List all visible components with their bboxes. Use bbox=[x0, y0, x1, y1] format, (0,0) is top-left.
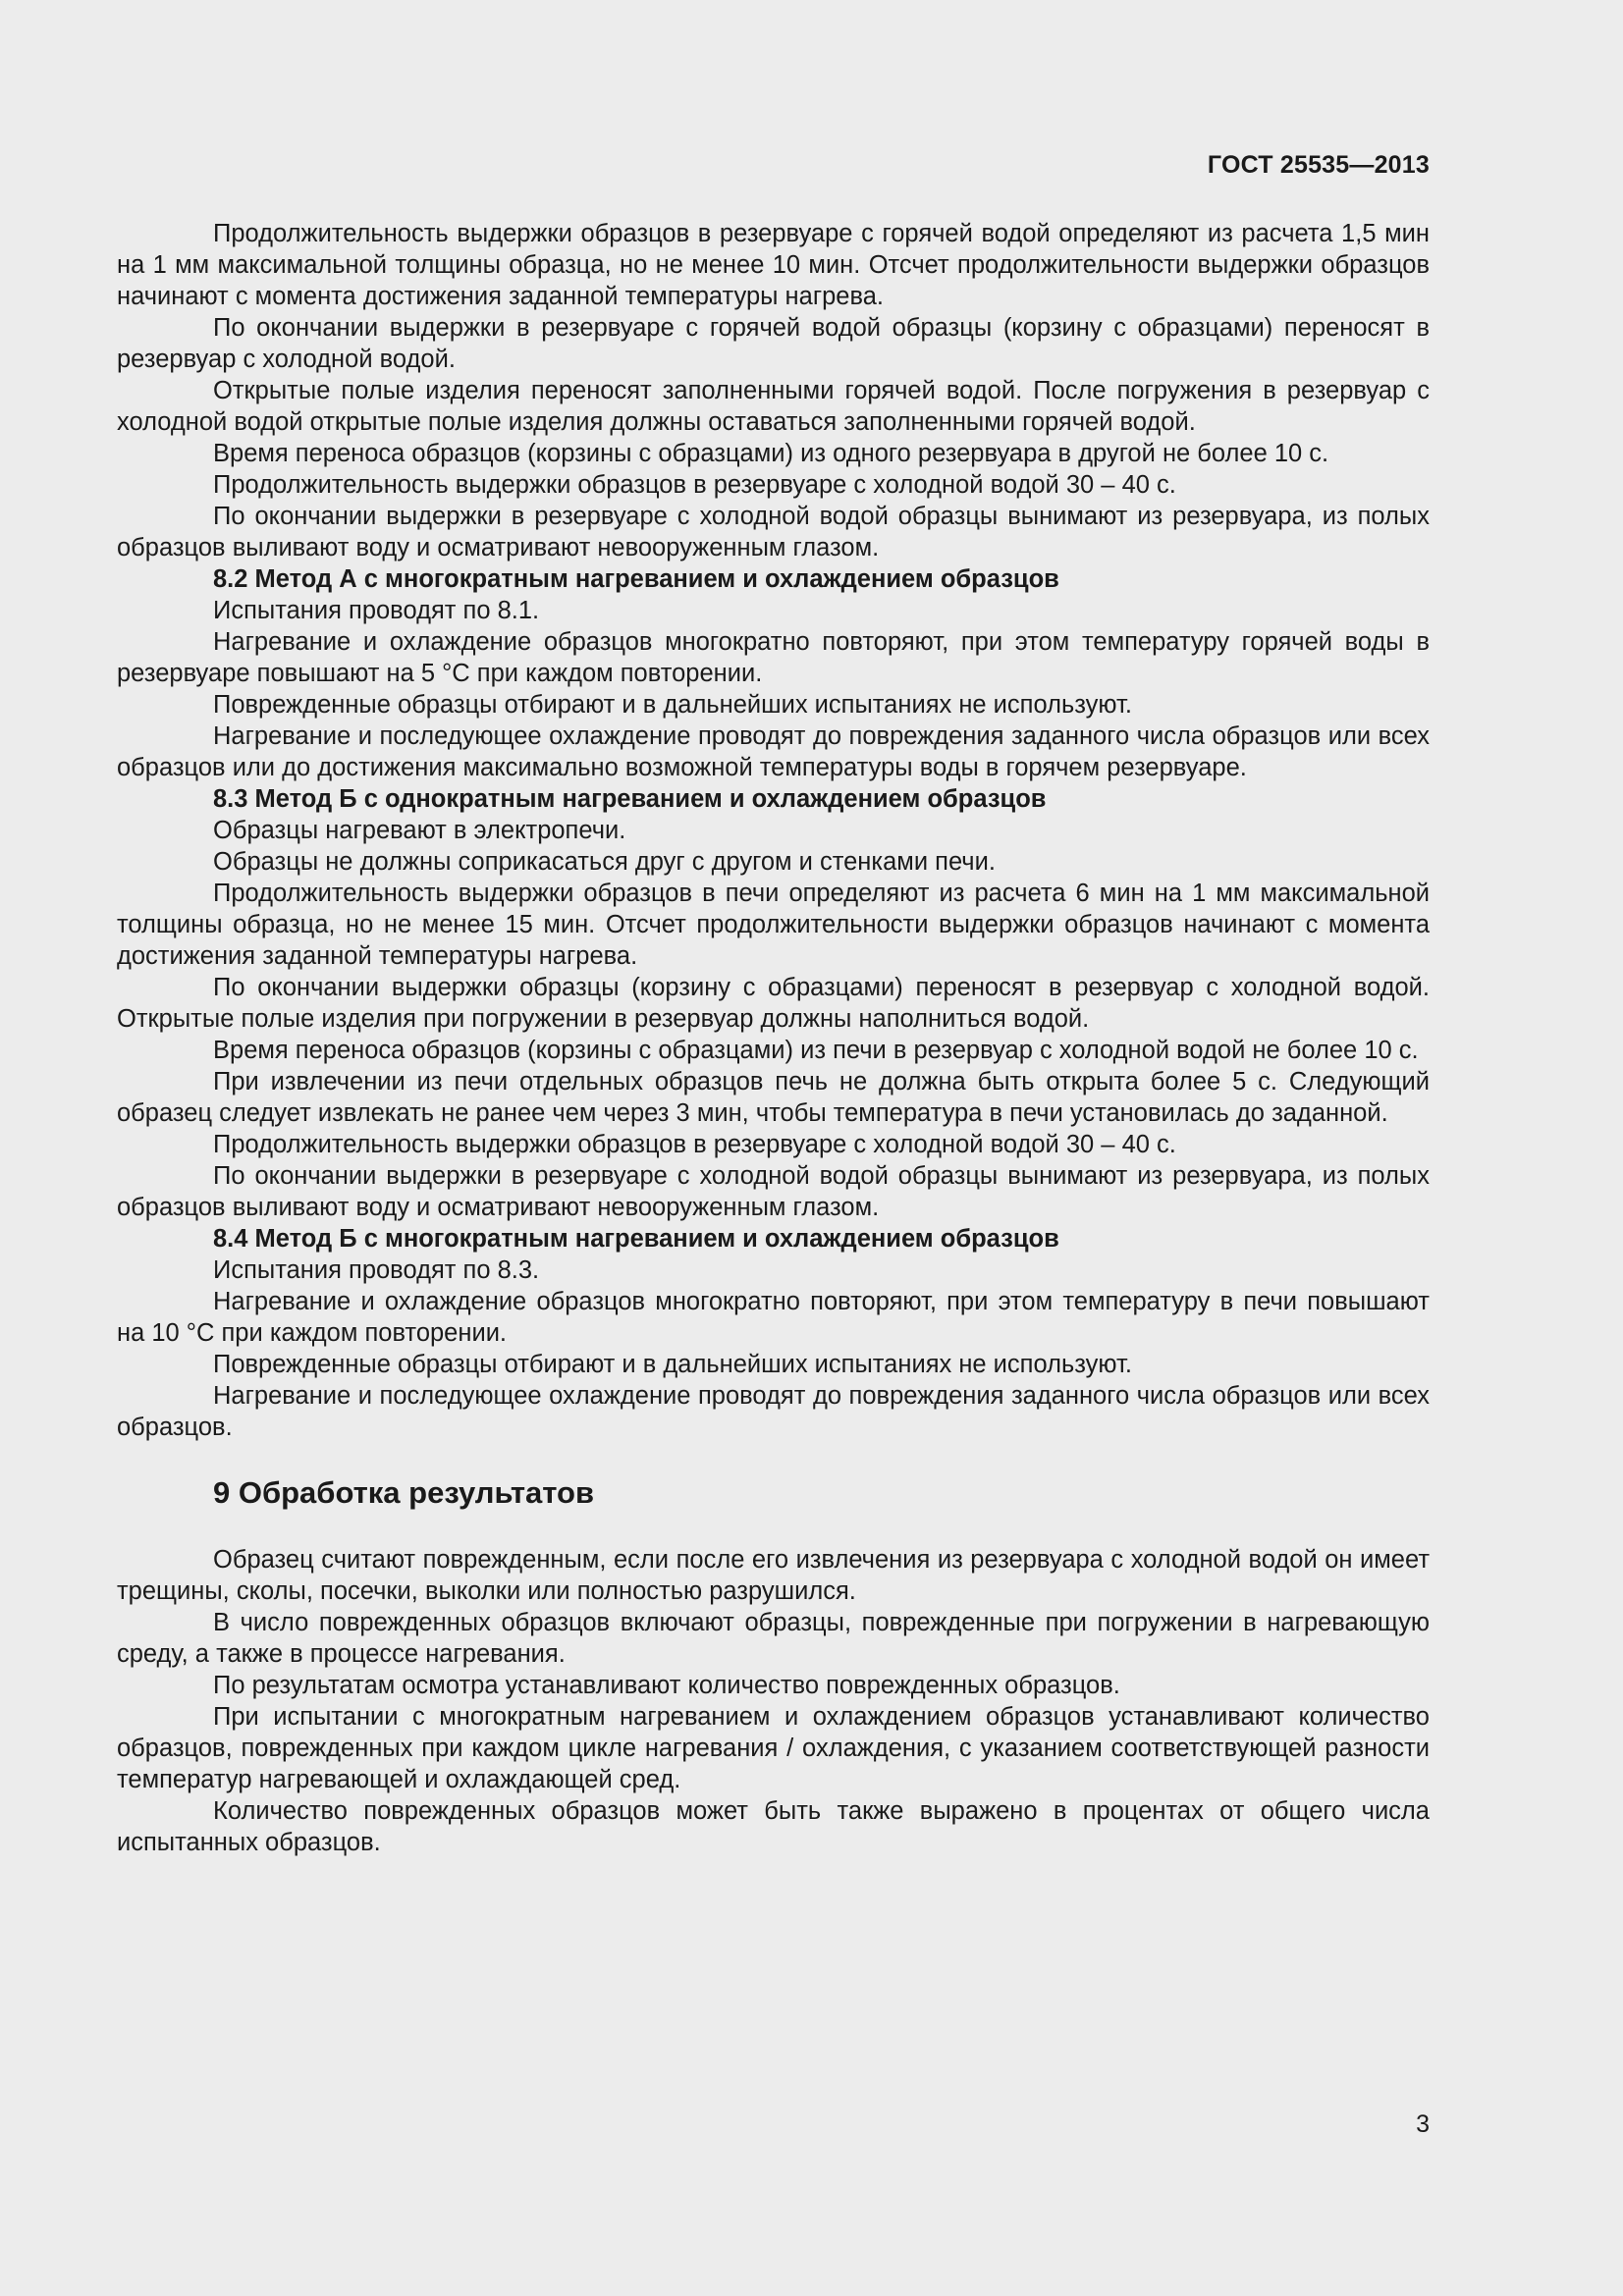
paragraph: При испытании с многократным нагреванием и охлаждением образцов устанавливают количество образцов, поврежденных при каждом цикле нагревания / охлаждения, с указанием соответствующей разности температур нагревающей и охлаждающей сред. bbox=[117, 1703, 1430, 1793]
paragraph: По окончании выдержки образцы (корзину с образцами) переносят в резервуар с холодной водой. Открытые полые изделия при погружении в резервуар должны наполниться водой. bbox=[117, 974, 1430, 1033]
paragraph: В число поврежденных образцов включают образцы, поврежденные при погружении в нагревающую среду, а также в процессе нагревания. bbox=[117, 1609, 1430, 1668]
section-heading-9: 9 Обработка результатов bbox=[213, 1475, 595, 1510]
paragraph: По окончании выдержки в резервуаре с горячей водой образцы (корзину с образцами) переносят в резервуар с холодной водой. bbox=[117, 314, 1430, 373]
document-body bbox=[117, 218, 1430, 1858]
paragraph: По результатам осмотра устанавливают количество поврежденных образцов. bbox=[213, 1672, 1120, 1699]
paragraph: Образцы нагревают в электропечи. bbox=[213, 817, 626, 844]
paragraph: Открытые полые изделия переносят заполненными горячей водой. После погружения в резервуар с холодной водой открытые полые изделия должны оставаться заполненными горячей водой. bbox=[117, 377, 1430, 436]
paragraph: Время переноса образцов (корзины с образцами) из одного резервуара в другой не более 10 с. bbox=[213, 440, 1329, 467]
paragraph: Нагревание и охлаждение образцов многократно повторяют, при этом температуру в печи повышают на 10 °С при каждом повторении. bbox=[117, 1288, 1430, 1347]
paragraph: Количество поврежденных образцов может быть также выражено в процентах от общего числа испытанных образцов. bbox=[117, 1797, 1430, 1856]
section-heading-8-4: 8.4 Метод Б с многократным нагреванием и охлаждением образцов bbox=[213, 1225, 1059, 1253]
page-number: 3 bbox=[1416, 2110, 1430, 2138]
paragraph: Продолжительность выдержки образцов в резервуаре с горячей водой определяют из расчета 1,5 мин на 1 мм максимальной толщины образца, но не менее 10 мин. Отсчет продолжительности выдержки образцов начинают с момента достижения заданной температуры нагрева. bbox=[117, 220, 1430, 310]
paragraph: Продолжительность выдержки образцов в резервуаре с холодной водой 30 – 40 с. bbox=[213, 471, 1176, 499]
paragraph: Нагревание и последующее охлаждение проводят до повреждения заданного числа образцов или всех образцов. bbox=[117, 1382, 1430, 1441]
paragraph: При извлечении из печи отдельных образцов печь не должна быть открыта более 5 с. Следующий образец следует извлекать не ранее чем через 3 мин, чтобы температура в печи установилась до заданной. bbox=[117, 1068, 1430, 1127]
paragraph: Продолжительность выдержки образцов в печи определяют из расчета 6 мин на 1 мм максимальной толщины образца, но не менее 15 мин. Отсчет продолжительности выдержки образцов начинают с момента достижения заданной температуры нагрева. bbox=[117, 880, 1430, 970]
document-header-standard: ГОСТ 25535—2013 bbox=[1207, 151, 1430, 179]
paragraph: Поврежденные образцы отбирают и в дальнейших испытаниях не используют. bbox=[213, 691, 1132, 719]
paragraph: По окончании выдержки в резервуаре с холодной водой образцы вынимают из резервуара, из полых образцов выливают воду и осматривают невооруженным глазом. bbox=[117, 1162, 1430, 1221]
paragraph: Испытания проводят по 8.1. bbox=[213, 597, 540, 624]
section-heading-8-3: 8.3 Метод Б с однократным нагреванием и охлаждением образцов bbox=[213, 785, 1047, 813]
section-heading-8-2: 8.2 Метод А с многократным нагреванием и охлаждением образцов bbox=[213, 565, 1059, 593]
paragraph: Продолжительность выдержки образцов в резервуаре с холодной водой 30 – 40 с. bbox=[213, 1131, 1176, 1158]
paragraph: Нагревание и последующее охлаждение проводят до повреждения заданного числа образцов или всех образцов или до достижения максимально возможной температуры воды в горячем резервуаре. bbox=[117, 722, 1430, 781]
paragraph: Поврежденные образцы отбирают и в дальнейших испытаниях не используют. bbox=[213, 1351, 1132, 1378]
paragraph: По окончании выдержки в резервуаре с холодной водой образцы вынимают из резервуара, из полых образцов выливают воду и осматривают невооруженным глазом. bbox=[117, 503, 1430, 561]
paragraph: Образцы не должны соприкасаться друг с другом и стенками печи. bbox=[213, 848, 996, 876]
paragraph: Время переноса образцов (корзины с образцами) из печи в резервуар с холодной водой не более 10 с. bbox=[213, 1037, 1419, 1064]
paragraph: Образец считают поврежденным, если после его извлечения из резервуара с холодной водой он имеет трещины, сколы, посечки, выколки или полностью разрушился. bbox=[117, 1546, 1430, 1605]
paragraph: Испытания проводят по 8.3. bbox=[213, 1256, 540, 1284]
paragraph: Нагревание и охлаждение образцов многократно повторяют, при этом температуру горячей воды в резервуаре повышают на 5 °С при каждом повторении. bbox=[117, 628, 1430, 687]
